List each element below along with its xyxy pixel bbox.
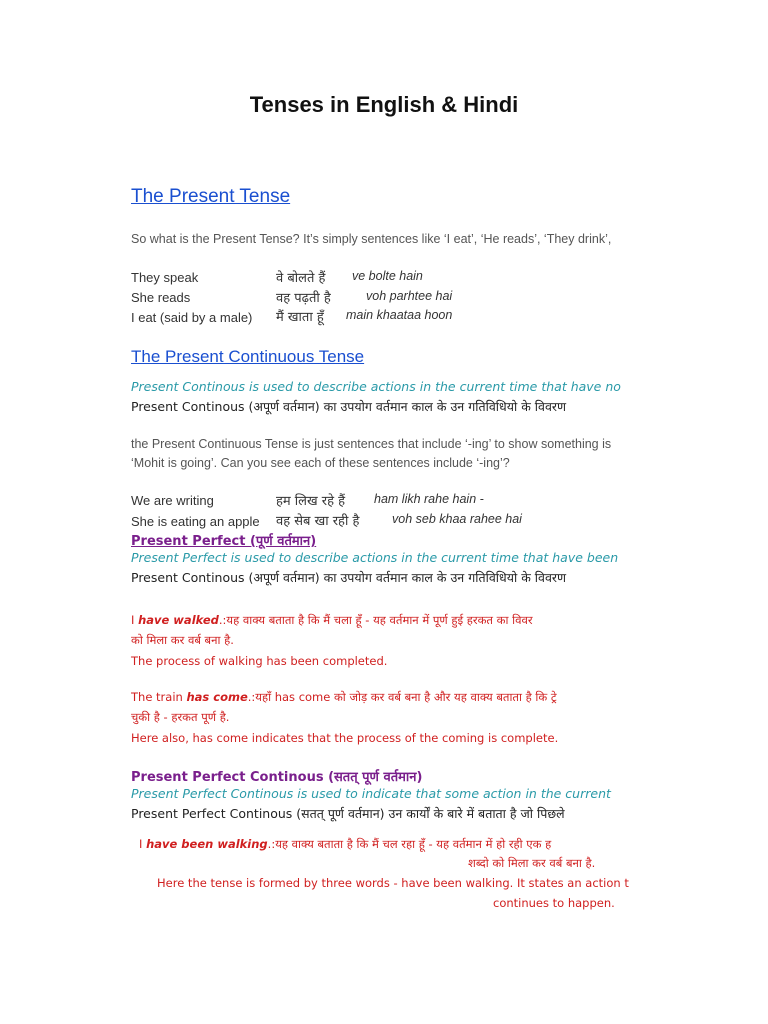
continuous-paragraph-line: the Present Continuous Tense is just sentences that include ‘-ing’ to show something is <box>131 437 612 451</box>
continuous-hindi-description: Present Continous (अपूर्ण वर्तमान) का उपयोग वर्तमान काल के उन गतिविधियो के विवरण <box>131 399 567 414</box>
perfect-example-2-continuation: चुकी है - हरकत पूर्ण है. <box>131 710 230 724</box>
perfect-continuous-example-english: Here the tense is formed by three words - have been walking. It states an action t <box>157 876 629 890</box>
example-transliteration: voh seb khaa rahee hai <box>392 512 522 526</box>
present-continuous-heading[interactable]: The Present Continuous Tense <box>131 347 365 366</box>
present-tense-intro: So what is the Present Tense? It’s simply sentences like ‘I eat’, ‘He reads’, ‘They drink’, <box>131 232 612 246</box>
present-tense-heading[interactable]: The Present Tense <box>131 186 291 207</box>
perfect-continuous-hindi-description: Present Perfect Continous (सतत् पूर्ण वर्तमान) उन कार्यों के बारे में बताता है जो पिछले <box>131 806 565 821</box>
example-prefix: I <box>139 837 147 851</box>
perfect-example-2-line <box>131 690 668 705</box>
example-prefix: The train <box>131 690 187 704</box>
example-prefix: I <box>131 613 139 627</box>
perfect-continuous-example-continuation: शब्दो को मिला कर वर्ब बना है. <box>468 856 596 870</box>
perfect-hindi-description: Present Continous (अपूर्ण वर्तमान) का उपयोग वर्तमान काल के उन गतिविधियो के विवरण <box>131 570 567 585</box>
present-perfect-heading: Present Perfect (पूर्ण वर्तमान) <box>131 534 317 549</box>
perfect-example-1-continuation: को मिला कर वर्ब बना है. <box>131 633 234 647</box>
page-title: Tenses in English & Hindi <box>249 92 519 117</box>
example-english: She is eating an apple <box>131 514 260 529</box>
example-english: She reads <box>131 290 191 305</box>
perfect-description: Present Perfect is used to describe actions in the current time that have been <box>131 550 619 565</box>
example-hindi: वे बोलते हैं <box>276 271 326 286</box>
example-verb: have walked <box>138 613 219 627</box>
example-hindi: मैं खाता हूँ <box>276 310 324 325</box>
example-hindi: हम लिख रहे हैं <box>276 494 346 509</box>
perfect-continuous-example-english-end: continues to happen. <box>493 896 615 910</box>
example-verb: has come <box>186 690 248 704</box>
example-hindi: वह सेब खा रही है <box>276 514 360 529</box>
perfect-example-1-line <box>131 613 668 628</box>
present-perfect-continuous-heading: Present Perfect Continous (सतत् पूर्ण वर्तमान) <box>131 770 423 785</box>
example-english: I eat (said by a male) <box>131 310 253 325</box>
example-transliteration: ve bolte hain <box>352 269 423 283</box>
example-verb: have been walking <box>146 837 268 851</box>
perfect-continuous-example-line <box>139 837 668 852</box>
example-explanation: .:यह वाक्य बताता है कि मैं चला हूँ - यह वर्तमान में पूर्ण हुई हरकत का विवर <box>218 613 533 627</box>
example-hindi: वह पढ़ती है <box>276 291 331 306</box>
example-english: They speak <box>131 270 199 285</box>
example-transliteration: voh parhtee hai <box>366 289 453 303</box>
perfect-example-1-english: The process of walking has been completed. <box>131 654 388 668</box>
example-transliteration: ham likh rahe hain - <box>374 492 484 506</box>
continuous-description: Present Continous is used to describe actions in the current time that have no <box>131 379 621 394</box>
example-explanation: .:यहाँ has come को जोड़ कर वर्ब बना है और यह वाक्य बताता है कि ट्रे <box>247 690 557 704</box>
perfect-example-2-english: Here also, has come indicates that the process of the coming is complete. <box>131 731 559 745</box>
example-transliteration: main khaataa hoon <box>346 308 453 322</box>
continuous-paragraph-line: ‘Mohit is going’. Can you see each of these sentences include ‘-ing’? <box>131 456 510 470</box>
perfect-continuous-description: Present Perfect Continous is used to indicate that some action in the current <box>131 786 611 801</box>
example-explanation: .:यह वाक्य बताता है कि मैं चल रहा हूँ - यह वर्तमान में हो रही एक ह <box>267 837 552 851</box>
example-english: We are writing <box>131 493 214 508</box>
